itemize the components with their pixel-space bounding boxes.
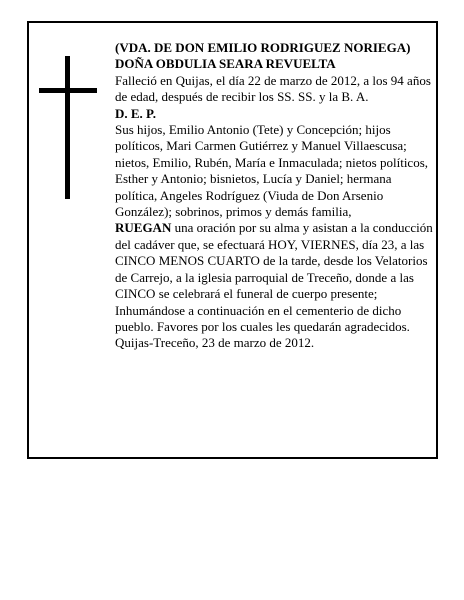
death-statement: Falleció en Quijas, el día 22 de marzo de 2012, a los 94 años de edad, después de recibir los SS. SS. y la B. A. bbox=[115, 72, 431, 105]
cross-vertical-bar bbox=[65, 56, 70, 199]
ruegan-word: RUEGAN bbox=[115, 220, 172, 236]
latin-cross-icon bbox=[39, 56, 97, 199]
ruegan-paragraph bbox=[115, 220, 433, 335]
place-date: Quijas-Treceño, 23 de marzo de 2012. bbox=[115, 335, 315, 351]
notice-body bbox=[115, 40, 433, 352]
deceased-name: DOÑA OBDULIA SEARA REVUELTA bbox=[115, 56, 336, 72]
widow-line: (VDA. DE DON EMILIO RODRIGUEZ NORIEGA) bbox=[115, 40, 411, 55]
family-list: Sus hijos, Emilio Antonio (Tete) y Concepción; hijos políticos, Mari Carmen Gutiérrez y Manuel Villaescusa; nietos, Emilio, Rubén, María e Inmaculada; nietos políticos, Esther y Antonio; bisnietos, Lucía y Daniel; hermana política, Angeles Rodríguez (Viuda de Don Arsenio González); sobrinos, primos y demás familia, bbox=[115, 122, 429, 220]
cross-horizontal-bar bbox=[39, 88, 97, 93]
ruegan-text: una oración por su alma y asistan a la conducción del cadáver que, se efectuará HOY, VIERNES, día 23, a las CINCO MENOS CUARTO de la tarde, desde los Velatorios de Carrejo, a la iglesia parroquial de Treceño, donde a las CINCO se celebrará el funeral de cuerpo presente; Inhumándose a continuación en el cementerio de dicho pueblo. Favores por los cuales les quedarán agradecidos. bbox=[115, 220, 433, 334]
dep-line: D. E. P. bbox=[115, 105, 157, 121]
obituary-notice bbox=[27, 21, 438, 459]
